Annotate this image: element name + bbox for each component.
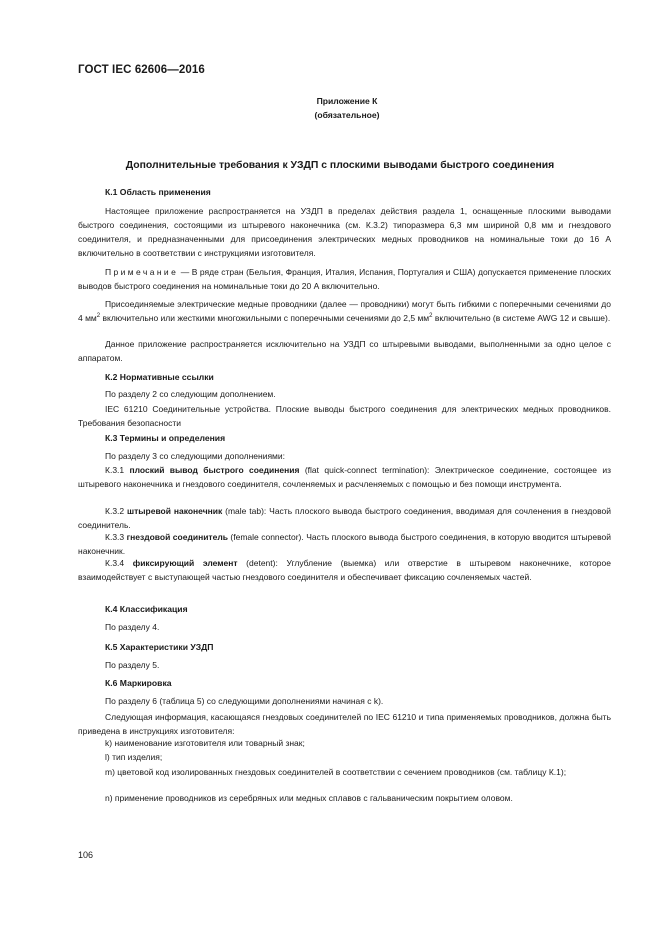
definition-term: фиксирующий элемент — [132, 558, 238, 568]
definition-term: плоский вывод быстрого соединения — [129, 465, 300, 475]
definition-text: (male tab): Часть плоского вывода быстрого соединения, вводимая для сочленения в гнездовой соединитель. — [78, 506, 611, 530]
definition-text: (flat quick-connect termination): Электрическое соединение, состоящее из штыревого наконечника и гнездового соединителя, сочленяемых и расчленяемых с помощью и без помощи инструмента. — [78, 465, 611, 489]
paragraph-k4: По разделу 4. — [105, 622, 160, 632]
definition-term: гнездовой соединитель — [126, 532, 228, 542]
text-run: включительно или жесткими многожильными с поперечными сечениями до 2,5 мм — [100, 313, 430, 323]
superscript: 2 — [96, 313, 101, 320]
list-item-l: l) тип изделия; — [105, 752, 163, 762]
note-k1 — [78, 265, 611, 293]
superscript: 2 — [429, 313, 433, 320]
definition-number: К.3.1 — [105, 465, 130, 475]
paragraph-k1-terminals: Данное приложение распространяется исключительно на УЗДП со штыревыми выводами, выполненными за одно целое с аппаратом. — [78, 339, 611, 363]
annex-status: (обязательное) — [314, 110, 380, 120]
page-number: 106 — [78, 850, 94, 860]
paragraph-k1-scope: Настоящее приложение распространяется на УЗДП в пределах действия раздела 1, оснащенные плоскими выводами быстрого соединения, состоящими из штыревого наконечника (см. К.3.2) типоразмера 6,3 мм шириной 0,8 мм и гнездового соединителя, и предназначенными для присоединения электрических медных проводников на номинальные токи до 16 А включительно в соответствии с инструкциями изготовителя. — [78, 206, 611, 258]
note-label: Примечание — [105, 267, 179, 277]
definition-term: штыревой наконечник — [127, 506, 223, 516]
list-item-k: k) наименование изготовителя или товарный знак; — [105, 738, 305, 748]
section-heading-k3: К.3 Термины и определения — [105, 433, 226, 443]
definition-k3-3 — [78, 530, 611, 558]
annex-block — [300, 94, 394, 122]
paragraph-k1-conductors — [78, 297, 611, 325]
definition-number: К.3.2 — [105, 506, 128, 516]
note-text: — В ряде стран (Бельгия, Франция, Италия, Испания, Португалия и США) допускается применение плоских выводов быстрого соединения на номинальные токи до 20 А включительно. — [78, 267, 611, 291]
section-heading-k5: К.5 Характеристики УЗДП — [105, 642, 214, 652]
definition-k3-1 — [78, 463, 611, 491]
annex-title: Дополнительные требования к УЗДП с плоскими выводами быстрого соединения — [125, 160, 555, 171]
list-item-n: n) применение проводников из серебряных или медных сплавов с гальваническим покрытием оловом. — [105, 793, 513, 803]
paragraph-k5: По разделу 5. — [105, 660, 160, 670]
definition-k3-4 — [78, 556, 611, 584]
section-heading-k4: К.4 Классификация — [105, 604, 188, 614]
definition-k3-2 — [78, 504, 611, 532]
section-heading-k6: К.6 Маркировка — [105, 678, 172, 688]
text-run: включительно (в системе AWG 12 и свыше). — [432, 313, 611, 323]
text-run: Присоединяемые электрические медные проводники (далее — проводники) могут быть гибкими с поперечными сечениями до 4 мм — [78, 299, 611, 323]
annex-name: Приложение К — [316, 96, 378, 106]
definition-text: (detent): Углубление (выемка) или отверстие в штыревом наконечнике, которое взаимодействует с выступающей частью гнездового соединителя и обеспечивает фиксацию сочленяемых частей. — [78, 558, 611, 582]
definition-number: К.3.4 — [105, 558, 133, 568]
paragraph-k3-intro: По разделу 3 со следующими дополнениями: — [105, 451, 286, 461]
definition-text: (female connector). Часть плоского вывода быстрого соединения, в которую вводится штыревой наконечник. — [78, 532, 611, 556]
section-heading-k1: К.1 Область применения — [105, 187, 211, 197]
paragraph-k6-intro: По разделу 6 (таблица 5) со следующими дополнениями начиная с k). — [105, 696, 384, 706]
paragraph-k2-intro: По разделу 2 со следующим дополнением. — [105, 389, 276, 399]
section-heading-k2: К.2 Нормативные ссылки — [105, 372, 214, 382]
definition-number: К.3.3 — [105, 532, 127, 542]
paragraph-k2-reference: IEC 61210 Соединительные устройства. Плоские выводы быстрого соединения для электрических медных проводников. Требования безопасности — [78, 404, 611, 428]
paragraph-k6-info: Следующая информация, касающаяся гнездовых соединителей по IEC 61210 и типа применяемых проводников, должна быть приведена в инструкциях изготовителя: — [78, 712, 611, 736]
document-header: ГОСТ IEC 62606—2016 — [78, 64, 205, 76]
list-item-m: m) цветовой код изолированных гнездовых соединителей в соответствии с сечением проводников (см. таблицу К.1); — [105, 767, 567, 777]
